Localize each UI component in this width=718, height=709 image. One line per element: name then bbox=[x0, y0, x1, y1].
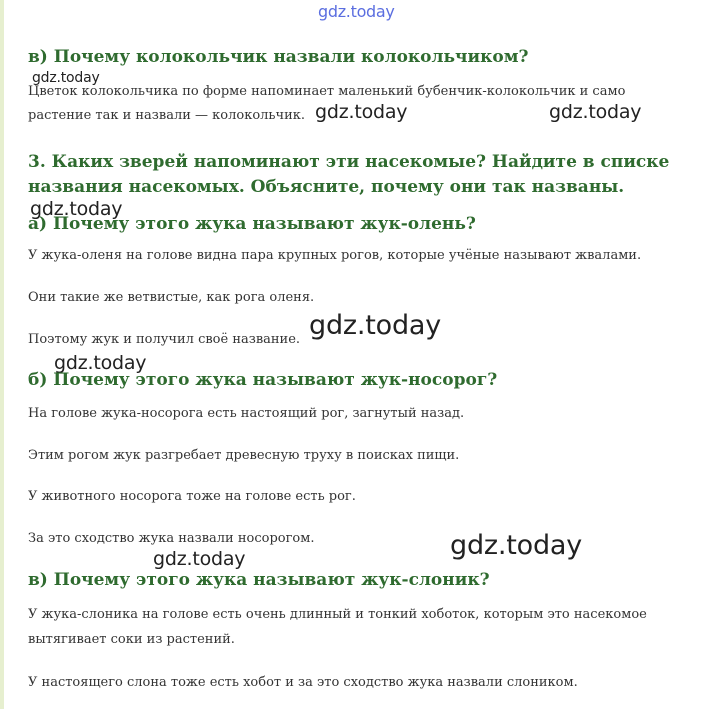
watermark-top: gdz.today bbox=[318, 2, 395, 21]
task3-heading-line-1: 3. Каких зверей напоминают эти насекомые? Найдите в списке bbox=[28, 152, 670, 172]
watermark: gdz.today bbox=[549, 101, 642, 123]
watermark: gdz.today bbox=[450, 530, 583, 561]
task3-heading-line-2: названия насекомых. Объясните, почему они так названы. bbox=[28, 177, 625, 197]
paragraph-weevil-2: У настоящего слона тоже есть хобот и за это сходство жука назвали слоником. bbox=[28, 675, 578, 690]
watermark: gdz.today bbox=[315, 101, 408, 123]
paragraph-rhino-2: Этим рогом жук разгребает древесную труху в поисках пищи. bbox=[28, 448, 460, 463]
paragraph-bell-line-1: Цветок колокольчика по форме напоминает маленький бубенчик-колокольчик и само bbox=[28, 84, 626, 99]
heading-deer-beetle: а) Почему этого жука называют жук-олень? bbox=[28, 214, 476, 234]
paragraph-deer-2: Они такие же ветвистые, как рога оленя. bbox=[28, 290, 315, 305]
paragraph-bell-line-2: растение так и назвали — колокольчик. bbox=[28, 108, 305, 123]
watermark: gdz.today bbox=[30, 198, 123, 220]
heading-weevil: в) Почему этого жука называют жук-слоник? bbox=[28, 570, 490, 590]
watermark: gdz.today bbox=[54, 352, 147, 374]
paragraph-rhino-3: У животного носорога тоже на голове есть рог. bbox=[28, 489, 356, 504]
heading-bell: в) Почему колокольчик назвали колокольчиком? bbox=[28, 47, 529, 67]
paragraph-weevil-1b: вытягивает соки из растений. bbox=[28, 632, 235, 647]
paragraph-rhino-4: За это сходство жука назвали носорогом. bbox=[28, 531, 315, 546]
watermark: gdz.today bbox=[309, 310, 442, 341]
watermark: gdz.today bbox=[32, 70, 100, 86]
paragraph-rhino-1: На голове жука-носорога есть настоящий рог, загнутый назад. bbox=[28, 406, 465, 421]
watermark: gdz.today bbox=[153, 548, 246, 570]
paragraph-deer-3: Поэтому жук и получил своё название. bbox=[28, 332, 301, 347]
page-left-rule bbox=[0, 0, 4, 709]
paragraph-deer-1: У жука-оленя на голове видна пара крупных рогов, которые учёные называют жвалами. bbox=[28, 248, 642, 263]
paragraph-weevil-1a: У жука-слоника на голове есть очень длинный и тонкий хоботок, которым это насекомое bbox=[28, 607, 647, 622]
heading-rhino-beetle: б) Почему этого жука называют жук-носорог? bbox=[28, 370, 498, 390]
